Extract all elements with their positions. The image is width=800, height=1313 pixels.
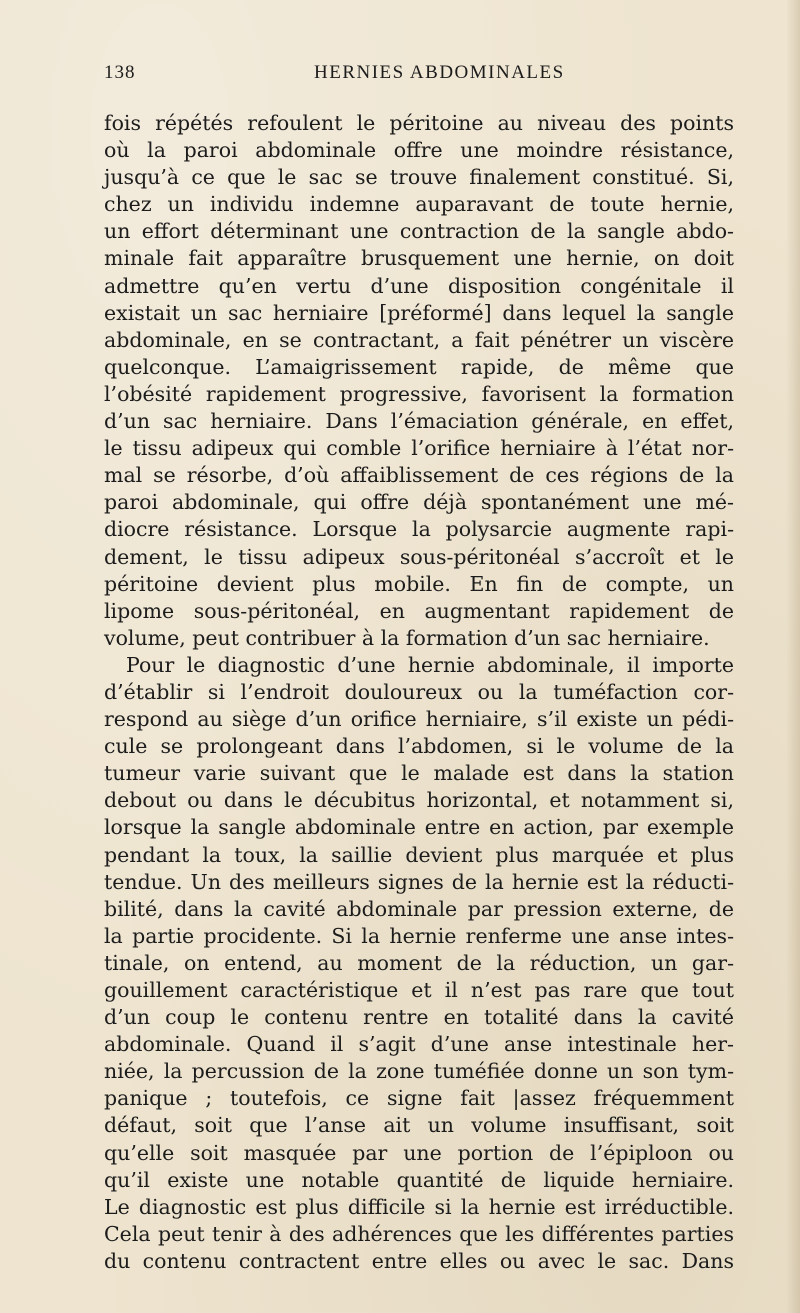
text-line: niée, la percussion de la zone tuméfiée donne un son tym- [104, 1059, 734, 1084]
text-line: abdominale. Quand il s’agit d’une anse intestinale her- [104, 1032, 734, 1057]
running-head-title: HERNIES ABDOMINALES [314, 62, 565, 83]
page-number: 138 [104, 62, 136, 83]
text-body [104, 110, 734, 1275]
text-line: péritoine devient plus mobile. En fin de compte, un [104, 571, 734, 596]
text-line: cule se prolongeant dans l’abdomen, si le volume de la [104, 734, 734, 759]
text-line: volume, peut contribuer à la formation d’un sac herniaire. [104, 625, 710, 650]
text-line: pendant la toux, la saillie devient plus marquée et plus [104, 842, 734, 867]
text-line: admettre qu’en vertu d’une disposition congénitale il [104, 273, 734, 298]
text-line: d’un sac herniaire. Dans l’émaciation générale, en effet, [104, 409, 734, 434]
text-line: paroi abdominale, qui offre déjà spontanément une mé- [104, 490, 734, 515]
text-line: gouillement caractéristique et il n’est pas rare que tout [104, 978, 734, 1002]
text-line: quelconque. L’amaigrissement rapide, de même que [104, 354, 734, 379]
text-line: minale fait apparaître brusquement une hernie, on doit [104, 246, 734, 271]
text-line: lipome sous-péritonéal, en augmentant rapidement de [104, 598, 734, 623]
text-line: Cela peut tenir à des adhérences que les différentes parties [104, 1221, 734, 1246]
text-line: jusqu’à ce que le sac se trouve finalement constitué. Si, [104, 165, 734, 190]
text-line: lorsque la sangle abdominale entre en action, par exemple [104, 815, 734, 840]
text-line: Pour le diagnostic d’une hernie abdominale, il importe [126, 652, 734, 677]
text-line: défaut, soit que l’anse ait un volume insuffisant, soit [104, 1113, 734, 1138]
text-line: Le diagnostic est plus difficile si la hernie est irréductible. [104, 1194, 734, 1219]
text-line: d’un coup le contenu rentre en totalité dans la cavité [104, 1005, 734, 1030]
text-line: un effort déterminant une contraction de la sangle abdo- [104, 219, 734, 244]
text-line: qu’il existe une notable quantité de liquide herniaire. [104, 1167, 734, 1192]
page-edge-shadow [786, 0, 800, 1313]
text-line: d’établir si l’endroit douloureux ou la tuméfaction cor- [104, 679, 734, 704]
text-line: respond au siège d’un orifice herniaire, s’il existe un pédi- [104, 707, 734, 732]
text-line: fois répétés refoulent le péritoine au niveau des points [104, 111, 734, 135]
text-line: diocre résistance. Lorsque la polysarcie augmente rapi- [104, 517, 734, 542]
text-line: du contenu contractent entre elles ou avec le sac. Dans [104, 1248, 734, 1273]
text-line: panique ; toutefois, ce signe fait |assez fréquemment [104, 1086, 734, 1111]
text-line: chez un individu indemne auparavant de toute hernie, [104, 192, 734, 217]
text-line: la partie procidente. Si la hernie renferme une anse intes- [104, 923, 734, 948]
text-line: le tissu adipeux qui comble l’orifice herniaire à l’état nor- [104, 436, 734, 461]
text-line: qu’elle soit masquée par une portion de l’épiploon ou [104, 1140, 734, 1165]
text-line: dement, le tissu adipeux sous-péritonéal s’accroît et le [104, 544, 734, 569]
text-line: existait un sac herniaire [préformé] dans lequel la sangle [104, 300, 734, 325]
text-line: tumeur varie suivant que le malade est dans la station [104, 761, 734, 786]
text-line: debout ou dans le décubitus horizontal, et notamment si, [104, 788, 734, 813]
text-line: où la paroi abdominale offre une moindre résistance, [104, 138, 734, 163]
text-line: l’obésité rapidement progressive, favorisent la formation [104, 381, 734, 406]
text-line: abdominale, en se contractant, a fait pénétrer un viscère [104, 327, 734, 352]
running-head [104, 62, 734, 88]
text-line: mal se résorbe, d’où affaiblissement de ces régions de la [104, 463, 734, 488]
text-line: tinale, on entend, au moment de la réduction, un gar- [104, 950, 734, 975]
text-line: bilité, dans la cavité abdominale par pression externe, de [104, 896, 734, 921]
text-line: tendue. Un des meilleurs signes de la hernie est la réducti- [104, 869, 734, 894]
